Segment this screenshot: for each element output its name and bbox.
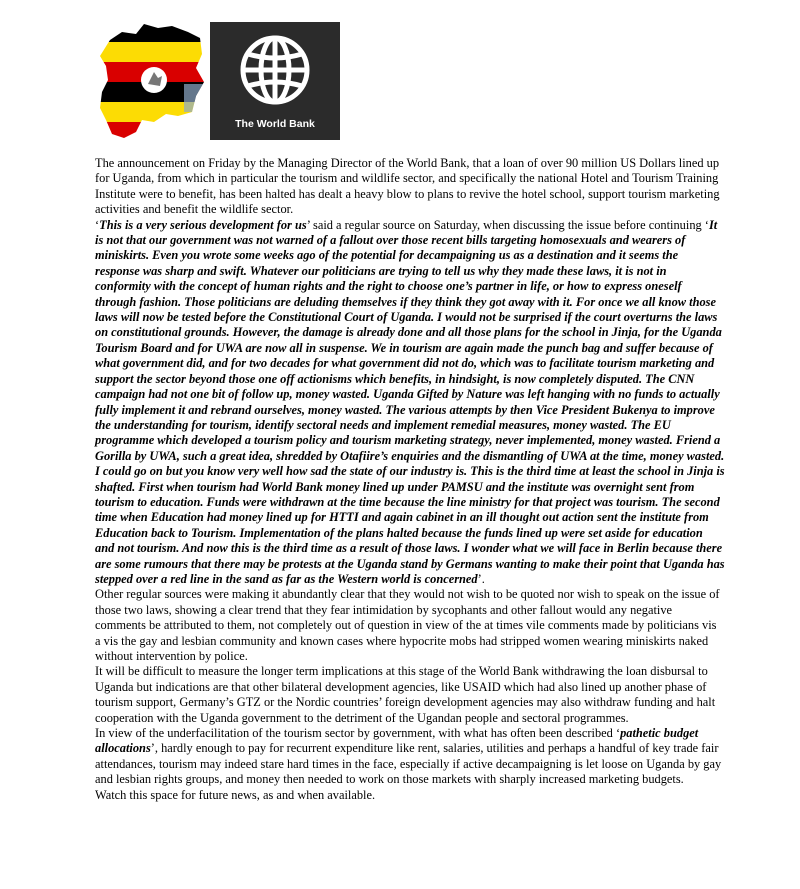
quote-body: It is not that our government was not warned of a fallout over those recent bills targeting homosexuals and wearers of miniskirts. Even you wrote some weeks ago of the potential for decampaigning us as a destination and it seems the response was sharp and swift. Whatever our politicians are trying to tell us why they made these laws, it is not in conformity with the concept of human rights and the right to choose one’s partner in life, or how to express oneself through fashion. Those politicians are deluding themselves if they think they got away with it. For once we all know those laws will now be tested before the Constitutional Court of Uganda. I would not be surprised if the court overturns the laws on constitutional grounds. However, the damage is already done and all those plans for the school in Jinja, for the Uganda Tourism Board and for UWA are now all in suspense. We in tourism are again made the punch bag and suffer because of what government did, and for two decades for what government did not do, which was to facilitate tourism marketing and support the sector beyond those one off actionisms which benefits, in hindsight, is now completely disputed. The CNN campaign had not one bit of follow up, money wasted. Uganda Gifted by Nature was left hanging with no funds to actually fully implement it and rebrand ourselves, money wasted. The various attempts by then Vice President Bukenya to improve the understanding for tourism, identify sectoral needs and implement remedial measures, money wasted. The EU programme which developed a tourism policy and tourism marketing strategy, never implemented, money wasted. Friend a Gorilla by UWA, such a great idea, shredded by Otafiire’s enquiries and the dismantling of UWA at the time, money wasted. I could go on but you know very well how sad the state of our industry is. This is the third time at least the school in Jinja is shafted. First when tourism had World Bank money lined up under PAMSU and the institute was overnight sent from tourism to education. Funds were withdrawn at the time because the line ministry for that project was tourism. The second time when Education had money lined up for HTTI and again cabinet in an ill thought out action sent the institute from Education back to Tourism. Implementation of the plans halted because the funds lined up were set aside for education and not tourism. And now this is the third time as a result of those laws. I wonder what we will face in Berlin because there are some rumours that there may be protests at the Uganda stand by Germans wanting to make their point that Uganda has stepped over a red line in the sand as far as the Western world is concerned xyxy=(95,217,725,586)
quote-budget: pathetic budget allocations xyxy=(95,726,699,756)
quote-close: ’. xyxy=(477,571,485,586)
world-bank-logo xyxy=(210,22,340,140)
paragraph-5-post: ’, hardly enough to pay for recurrent expenditure like rent, salaries, utilities and perhaps a handful of key trade fair attendances, tourism may indeed stare hard times in the face, especially if active decampaigning is let loose on Uganda by gay and lesbian rights groups, and money then needed to work on those markets with sharply increased marketing budgets. xyxy=(95,741,722,787)
world-bank-label: The World Bank xyxy=(235,118,315,130)
attribution-text: ’ said a regular source on Saturday, when discussing the issue before continuing ‘ xyxy=(306,217,709,232)
paragraph-1: The announcement on Friday by the Managing Director of the World Bank, that a loan of over 90 million US Dollars lined up for Uganda, from which in particular the tourism and wildlife sector, and specifically the national Hotel and Tourism Training Institute were to benefit, has been halted has dealt a heavy blow to plans to revive the hotel school, support tourism marketing activities and benefit the wildlife sector. xyxy=(95,156,720,217)
paragraph-2 xyxy=(95,218,725,588)
globe-icon xyxy=(210,22,340,114)
uganda-flag-map-image xyxy=(96,22,208,140)
paragraph-6: Watch this space for future news, as and when available. xyxy=(95,787,376,802)
quote-mark: ‘ xyxy=(95,217,100,232)
article-body xyxy=(95,156,725,803)
quote-headline: This is a very serious development for us xyxy=(99,217,307,232)
paragraph-3: Other regular sources were making it abundantly clear that they would not wish to be quoted nor wish to speak on the issue of those two laws, showing a clear trend that they fear intimidation by sycophants and other fallout would any negative comments be attributed to them, not completely out of question in view of the at times vile comments made by politicians vis a vis the gay and lesbian community and known cases where hypocrite mobs had stripped women wearing miniskirts naked without intervention by police. xyxy=(95,587,720,663)
paragraph-4: It will be difficult to measure the longer term implications at this stage of the World Bank withdrawing the loan disbursal to Uganda but indications are that other bilateral development agencies, like USAID which had also lined up another phase of tourism support, Germany’s GTZ or the Nordic countries’ foreign development agencies may also withdraw funding and halt cooperation with the Uganda government to the detriment of the Ugandan people and sectoral programmes. xyxy=(95,664,716,725)
paragraph-5-pre: In view of the underfacilitation of the tourism sector by government, with what has often been described ‘ xyxy=(95,726,621,741)
paragraph-5 xyxy=(95,726,725,788)
